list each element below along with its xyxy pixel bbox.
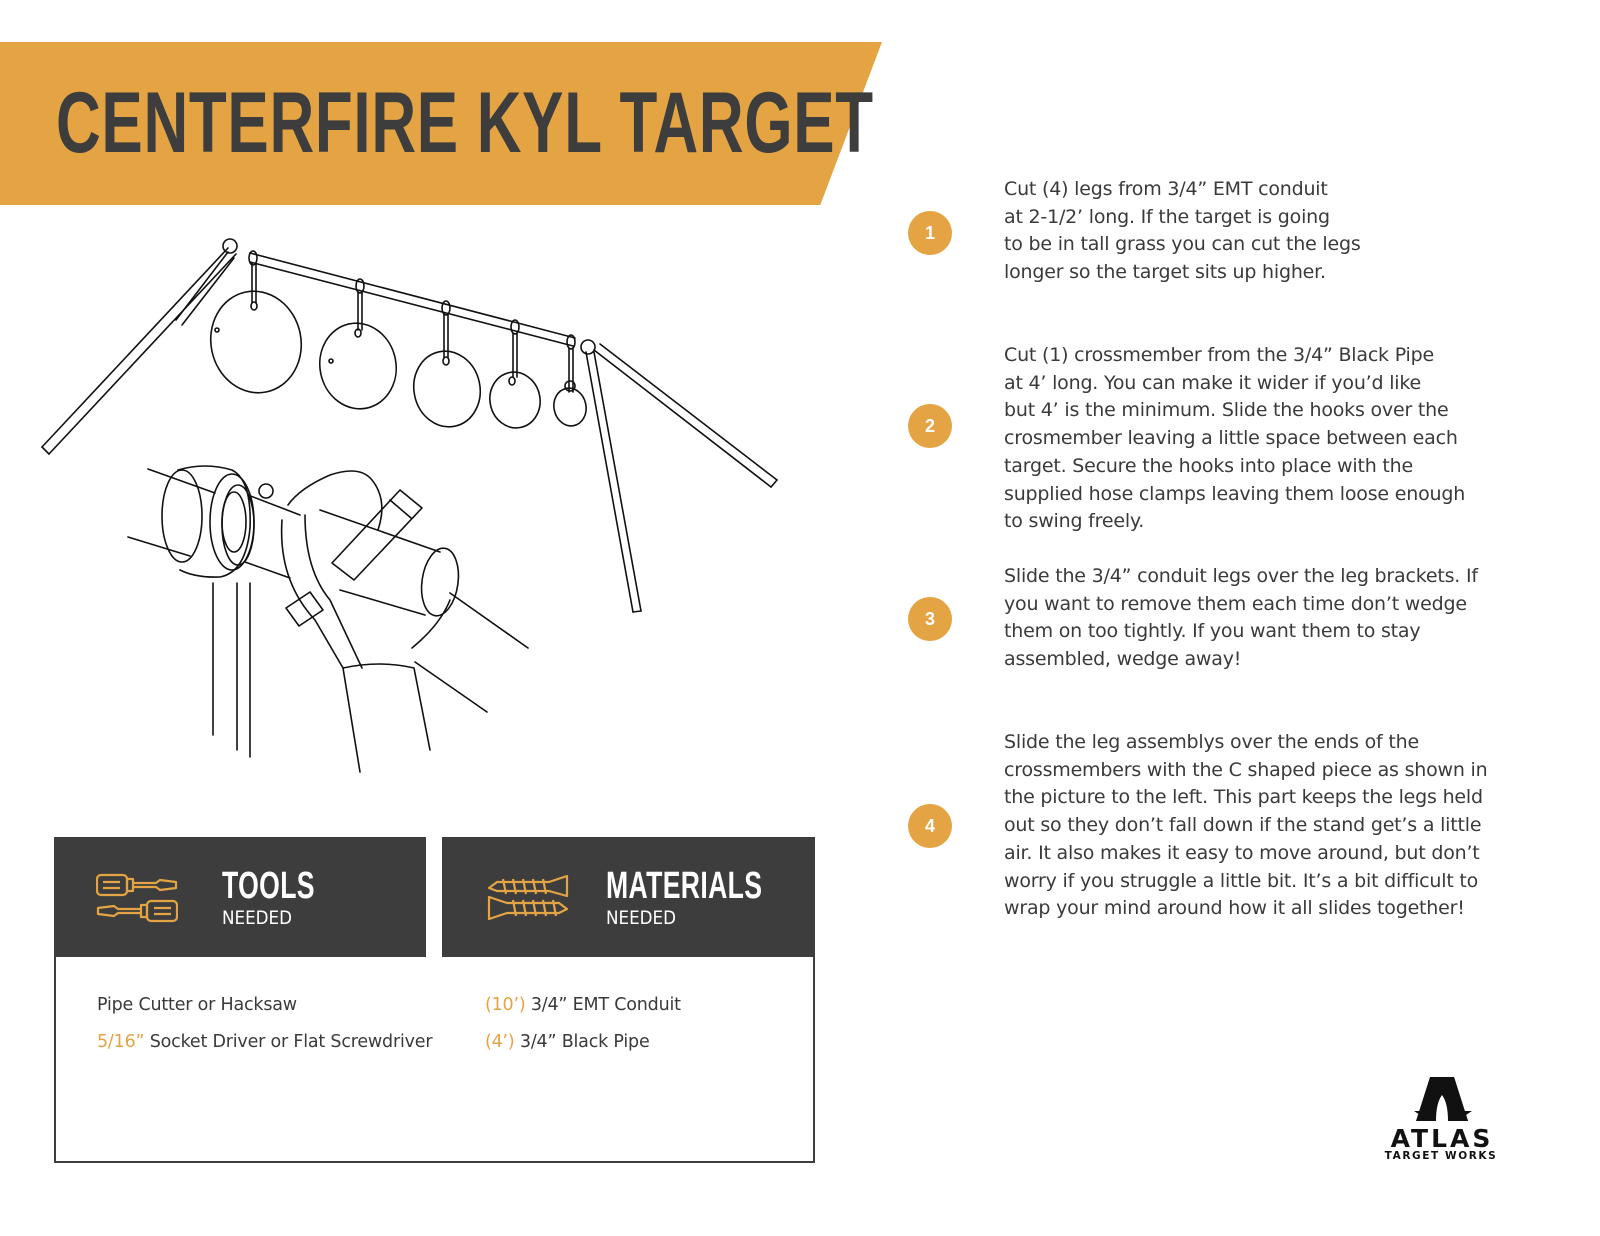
steel-targets-icon	[201, 283, 589, 433]
tool-item	[97, 1032, 432, 1052]
tool-item-text: Socket Driver or Flat Screwdriver	[144, 1032, 433, 1052]
page-title: CENTERFIRE KYL TARGET	[56, 75, 874, 171]
right-leg-icon	[581, 340, 777, 612]
step-line: worry if you struggle a little bit. It’s a bit difficult to	[1004, 869, 1479, 892]
step-line: but 4’ is the minimum. Slide the hooks over the	[1004, 399, 1449, 422]
step-number-badge: 2	[908, 404, 952, 448]
step-number-badge: 4	[908, 804, 952, 848]
step-line: you want to remove them each time don’t wedge	[1004, 592, 1467, 615]
material-item	[485, 995, 681, 1015]
step-line: longer so the target sits up higher.	[1004, 261, 1326, 284]
step-line: out so they don’t fall down if the stand get’s a little	[1004, 814, 1482, 837]
step-4-text	[1004, 729, 1514, 923]
step-line: crosmember leaving a little space between each	[1004, 427, 1458, 450]
step-line: air. It also makes it easy to move around, but don’t	[1004, 841, 1480, 864]
step-line: at 2-1/2’ long. If the target is going	[1004, 205, 1330, 228]
materials-title: MATERIALS	[606, 865, 763, 907]
tool-item-text: Pipe Cutter or Hacksaw	[97, 995, 297, 1015]
materials-subtitle: NEEDED	[606, 907, 676, 929]
step-line: the picture to the left. This part keeps the legs held	[1004, 786, 1483, 809]
step-line: Cut (4) legs from 3/4” EMT conduit	[1004, 178, 1328, 200]
logo-wordmark: ATLAS	[1390, 1124, 1494, 1153]
tool-item-accent: 5/16”	[97, 1032, 145, 1052]
material-item-text: 3/4” Black Pipe	[514, 1032, 650, 1052]
step-1-text	[1004, 176, 1514, 287]
step-line: crossmembers with the C shaped piece as shown in	[1004, 758, 1488, 781]
material-item	[485, 1032, 650, 1052]
step-line: Slide the leg assemblys over the ends of the	[1004, 731, 1419, 753]
step-line: supplied hose clamps leaving them loose enough	[1004, 482, 1466, 505]
step-3-text	[1004, 563, 1514, 674]
material-item-accent: (10’)	[485, 995, 526, 1015]
left-leg-icon	[42, 239, 237, 454]
target-stand-illustration	[30, 225, 810, 785]
step-number-badge: 3	[908, 597, 952, 641]
step-line: wrap your mind around how it all slides together!	[1004, 897, 1465, 920]
tool-item	[97, 995, 297, 1015]
step-line: at 4’ long. You can make it wider if you’d like	[1004, 371, 1421, 394]
materials-header	[442, 837, 815, 957]
logo-subtitle: TARGET WORKS	[1384, 1150, 1498, 1162]
step-line: Slide the 3/4” conduit legs over the leg brackets. If	[1004, 565, 1478, 587]
step-line: target. Secure the hooks into place with the	[1004, 454, 1413, 477]
tools-header	[54, 837, 426, 957]
bracket-detail-icon	[128, 466, 528, 772]
material-item-text: 3/4” EMT Conduit	[525, 995, 681, 1015]
step-2-text	[1004, 342, 1514, 536]
material-item-accent: (4’)	[485, 1032, 515, 1052]
step-line: them on too tightly. If you want them to stay	[1004, 620, 1421, 643]
target-hooks-icon	[252, 263, 573, 392]
tools-title: TOOLS	[222, 865, 315, 907]
step-line: Cut (1) crossmember from the 3/4” Black Pipe	[1004, 344, 1434, 366]
step-line: to be in tall grass you can cut the legs	[1004, 233, 1361, 256]
tools-subtitle: NEEDED	[222, 907, 292, 929]
screwdrivers-icon	[96, 873, 178, 923]
screws-icon	[487, 875, 569, 921]
step-line: to swing freely.	[1004, 510, 1145, 533]
crossmember-icon	[250, 253, 575, 346]
step-line: assembled, wedge away!	[1004, 648, 1242, 671]
step-number-badge: 1	[908, 211, 952, 255]
